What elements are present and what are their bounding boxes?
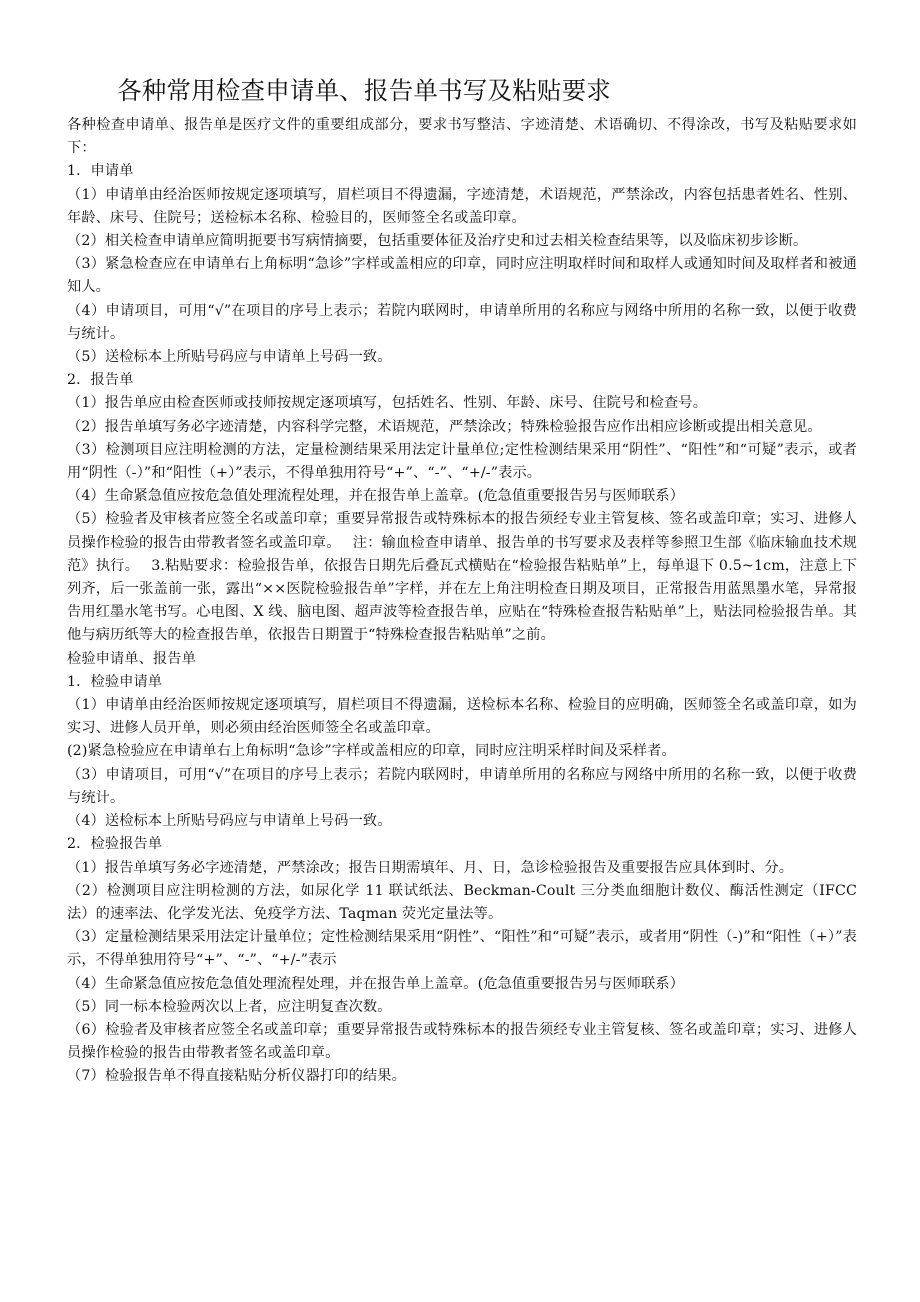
list-item: （1）报告单填写务必字迹清楚，严禁涂改；报告日期需填年、月、日，急诊检验报告及重要报告应具体到时、分。 [67,859,794,876]
document-body [67,114,857,1089]
list-item: （7）检验报告单不得直接粘贴分析仪器打印的结果。 [67,1068,406,1085]
list-item: （3）检测项目应注明检测的方法，定量检测结果采用法定计量单位;定性检测结果采用“阴性”、“阳性”和“可疑”表示，或者用“阴性（-）”和“阳性（+）”表示，不得单独用符号“+”、“-”、“+/-”表示。 [67,441,857,482]
list-item: （4）送检标本上所贴号码应与申请单上号码一致。 [67,813,392,830]
list-item: （6）检验者及审核者应签全名或盖印章；重要异常报告或特殊标本的报告须经专业主管复核、签名或盖印章；实习、进修人员操作检验的报告由带教者签名或盖印章。 [67,1021,857,1062]
list-item: （1）申请单由经治医师按规定逐项填写，眉栏项目不得遗漏，送检标本名称、检验目的应明确，医师签全名或盖印章，如为实习、进修人员开单，则必须由经治医师签全名或盖印章。 [67,697,857,737]
document-title: 各种常用检查申请单、报告单书写及粘贴要求 [117,76,611,105]
list-item: （5）检验者及审核者应签全名或盖印章；重要异常报告或特殊标本的报告须经专业主管复核、签名或盖印章；实习、进修人员操作检验的报告由带教者签名或盖印章。 注：输血检查申请单、报告单的书写要求及表样等参照卫生部《临床输血技术规范》执行。 3.粘贴要求：检验报告单，依报告日期先后叠瓦式横贴在“检验报告粘贴单”上，每单退下 0.5~1cm，注意上下列齐，后一张盖前一张，露出“××医院检验报告单”字样，并在左上角注明检查日期及项目，正常报告用蓝黑墨水笔，异常报告用红墨水笔书写。心电图、X 线、脑电图、超声波等检查报告单，应贴在“特殊检查报告粘贴单”上，贴法同检验报告单。其他与病历纸等大的检查报告单，依报告日期置于“特殊检查报告粘贴单”之前。 [67,511,857,644]
list-item: （3）定量检测结果采用法定计量单位；定性检测结果采用“阴性”、“阳性”和“可疑”表示，或者用“阴性（-)”和“阳性（+）”表示，不得单独用符号“+”、“-”、“+/-”表示 [67,929,857,969]
section-heading-lab-request: 1．检验申请单 [67,673,163,690]
list-item: （2）检测项目应注明检测的方法，如尿化学 11 联试纸法、Beckman-Coult 三分类血细胞计数仪、酶活性测定（IFCC 法）的速率法、化学发光法、免疫学方法、Taqman 荧光定量法等。 [67,882,857,922]
intro-paragraph: 各种检查申请单、报告单是医疗文件的重要组成部分，要求书写整洁、字迹清楚、术语确切、不得涂改，书写及粘贴要求如下： [67,117,857,157]
section-heading-request-form: 1．申请单 [67,163,134,180]
list-item: （4）生命紧急值应按危急值处理流程处理，并在报告单上盖章。(危急值重要报告另与医师联系） [67,488,685,505]
section-heading-lab-forms: 检验申请单、报告单 [67,650,197,667]
list-item: （1）申请单由经治医师按规定逐项填写，眉栏项目不得遗漏，字迹清楚，术语规范，严禁涂改，内容包括患者姓名、性别、年龄、床号、住院号；送检标本名称、检验目的，医师签全名或盖印章。 [67,186,857,226]
list-item: （3）申请项目，可用“√”在项目的序号上表示；若院内联网时，申请单所用的名称应与网络中所用的名称一致，以便于收费与统计。 [67,766,857,806]
list-item: （4）申请项目，可用“√”在项目的序号上表示；若院内联网时，申请单所用的名称应与网络中所用的名称一致，以便于收费与统计。 [67,302,857,342]
list-item: （1）报告单应由检查医师或技师按规定逐项填写，包括姓名、性别、年龄、床号、住院号和检查号。 [67,395,708,412]
section-heading-lab-report: 2．检验报告单 [67,836,163,853]
list-item: （5）送检标本上所贴号码应与申请单上号码一致。 [67,349,392,366]
document-page [67,72,857,1089]
list-item: (2)紧急检验应在申请单右上角标明“急诊”字样或盖相应的印章，同时应注明采样时间及采样者。 [67,743,676,760]
section-heading-report-form: 2．报告单 [67,372,134,389]
list-item: （5）同一标本检验两次以上者，应注明复查次数。 [67,998,392,1015]
list-item: （2）报告单填写务必字迹清楚，内容科学完整，术语规范，严禁涂改；特殊检验报告应作出相应诊断或提出相关意见。 [67,418,822,435]
list-item: （4）生命紧急值应按危急值处理流程处理，并在报告单上盖章。(危急值重要报告另与医师联系） [67,975,685,992]
list-item: （2）相关检查申请单应简明扼要书写病情摘要，包括重要体征及治疗史和过去相关检查结果等，以及临床初步诊断。 [67,233,808,250]
list-item: （3）紧急检查应在申请单右上角标明“急诊”字样或盖相应的印章，同时应注明取样时间和取样人或通知时间及取样者和被通知人。 [67,256,857,296]
